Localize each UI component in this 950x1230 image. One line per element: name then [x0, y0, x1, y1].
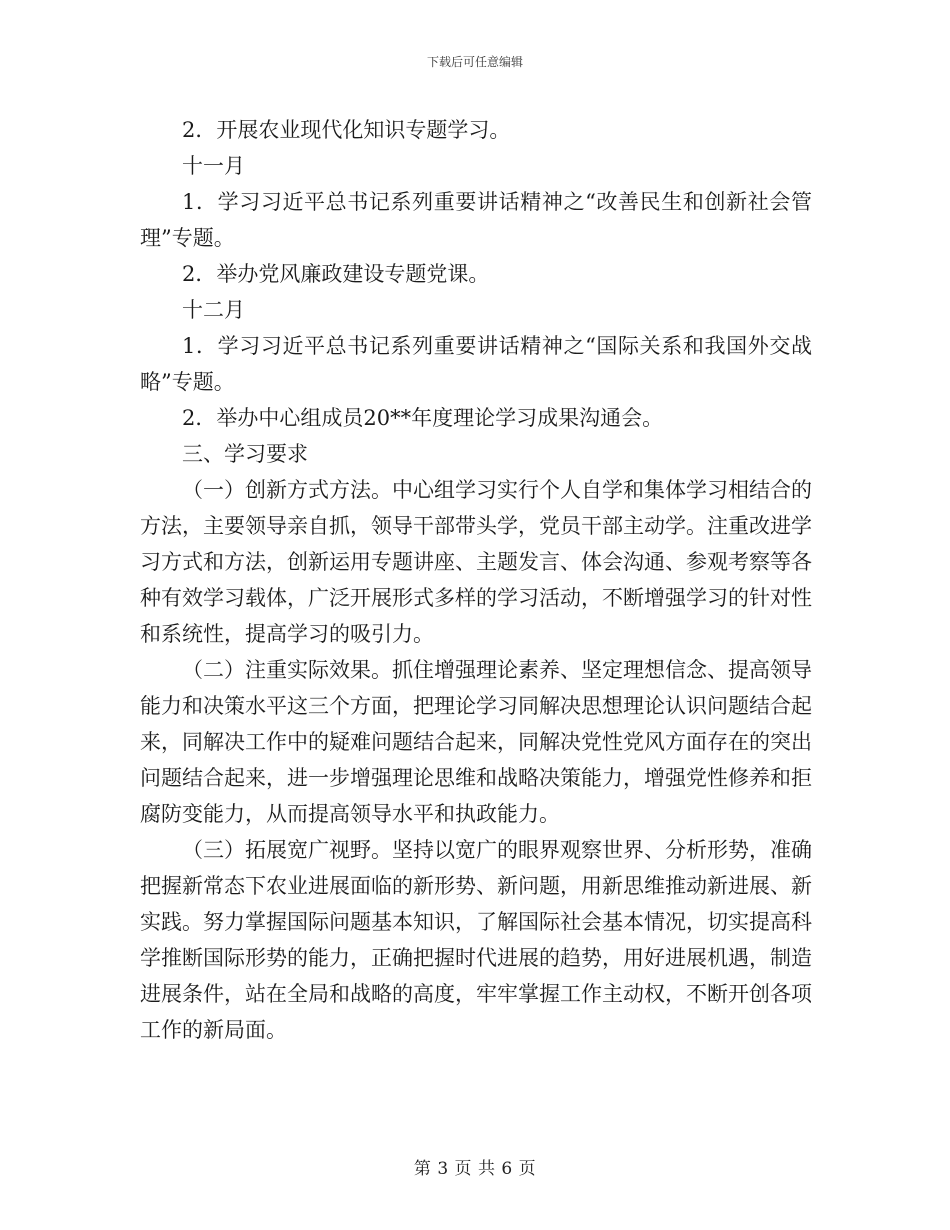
page-number-footer: 第 3 页 共 6 页: [413, 1159, 537, 1179]
list-item-topic: 2．开展农业现代化知识专题学习。: [182, 118, 511, 142]
page-header: 下载后可任意编辑: [426, 55, 523, 69]
month-heading-december: 十二月: [182, 298, 245, 322]
list-item-topic: 1．学习习近平总书记系列重要讲话精神之“国际关系和我国外交战略”专题。: [140, 334, 812, 394]
requirement-paragraph-3: （三）拓展宽广视野。坚持以宽广的眼界观察世界、分析形势，准确把握新常态下农业进展面临的新形势、新问题，用新思维推动新进展、新实践。努力掌握国际问题基本知识，了解国际社会基本情况，切实提高科学推断国际形势的能力，正确把握时代进展的趋势，用好进展机遇，制造进展条件，站在全局和战略的高度，牢牢掌握工作主动权，不断开创各项工作的新局面。: [140, 838, 812, 1042]
document-body: [140, 112, 812, 1048]
requirement-paragraph-1: （一）创新方式方法。中心组学习实行个人自学和集体学习相结合的方法，主要领导亲自抓，领导干部带头学，党员干部主动学。注重改进学习方式和方法，创新运用专题讲座、主题发言、体会沟通、参观考察等各种有效学习载体，广泛开展形式多样的学习活动，不断增强学习的针对性和系统性，提高学习的吸引力。: [140, 478, 812, 646]
list-item-topic: 2．举办党风廉政建设专题党课。: [182, 262, 490, 286]
month-heading-november: 十一月: [182, 154, 245, 178]
section-heading-requirements: 三、学习要求: [182, 442, 308, 466]
requirement-paragraph-2: （二）注重实际效果。抓住增强理论素养、坚定理想信念、提高领导能力和决策水平这三个方面，把理论学习同解决思想理论认识问题结合起来，同解决工作中的疑难问题结合起来，同解决党性党风方面存在的突出问题结合起来，进一步增强理论思维和战略决策能力，增强党性修养和拒腐防变能力，从而提高领导水平和执政能力。: [140, 658, 812, 826]
list-item-topic: 2．举办中心组成员20**年度理论学习成果沟通会。: [182, 406, 664, 430]
list-item-topic: 1．学习习近平总书记系列重要讲话精神之“改善民生和创新社会管理”专题。: [140, 190, 812, 250]
